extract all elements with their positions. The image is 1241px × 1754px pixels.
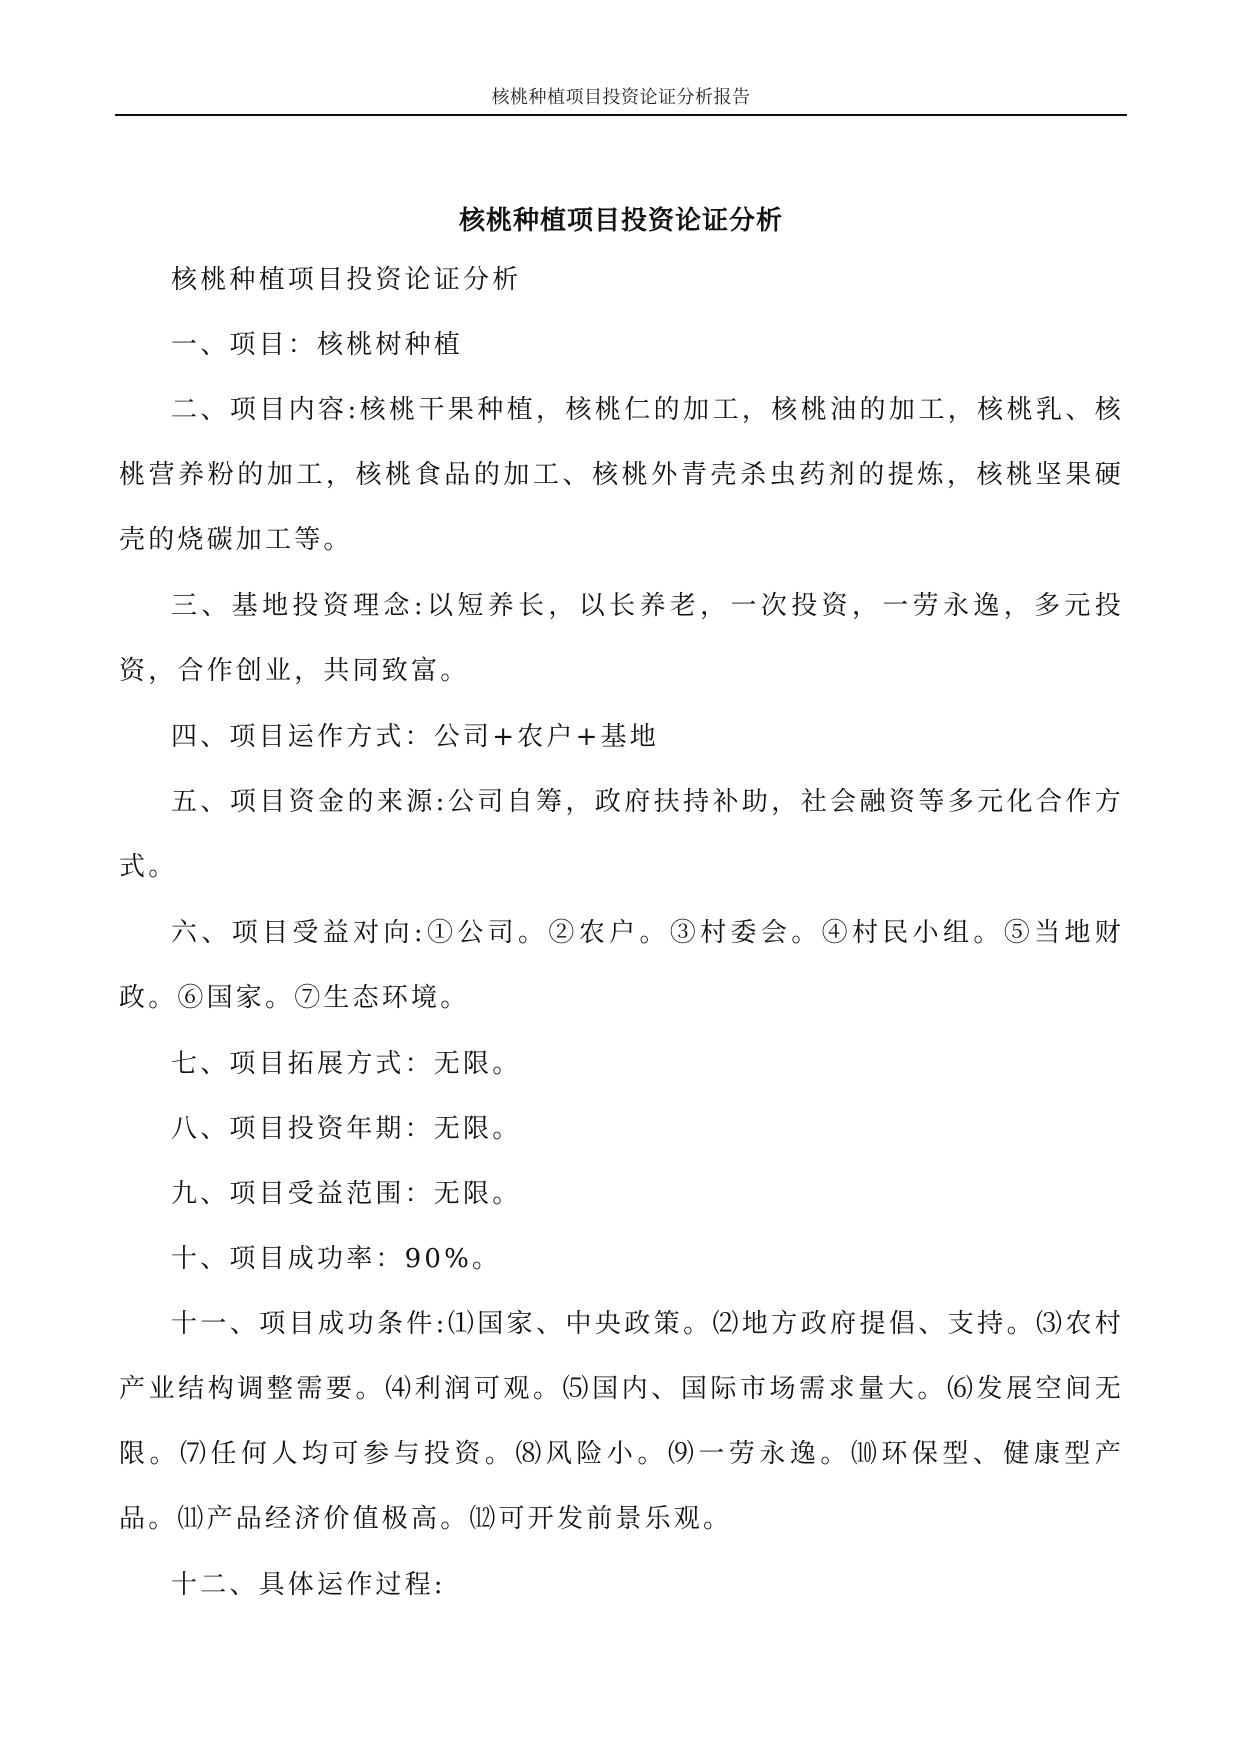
paragraph-success-rate: 十、项目成功率：90%。 [171,1244,502,1274]
paragraph-content: 二、项目内容:核桃干果种植，核桃仁的加工，核桃油的加工，核桃乳、核桃营养粉的加工，核桃食品的加工、核桃外青壳杀虫药剂的提炼，核桃坚果硬壳的烧碳加工等。 [119,395,1124,555]
paragraph-project: 一、项目：核桃树种植 [171,330,464,360]
paragraph-subtitle: 核桃种植项目投资论证分析 [171,265,522,295]
paragraph-process-heading: 十二、具体运作过程: [171,1570,446,1600]
document-body [119,258,1124,1628]
paragraph-investment-term: 八、项目投资年期：无限。 [171,1114,522,1144]
paragraph-funding-source: 五、项目资金的来源:公司自筹，政府扶持补助，社会融资等多元化合作方式。 [119,787,1124,882]
paragraph-success-conditions: 十一、项目成功条件:⑴国家、中央政策。⑵地方政府提倡、支持。⑶农村产业结构调整需要。⑷利润可观。⑸国内、国际市场需求量大。⑹发展空间无限。⑺任何人均可参与投资。⑻风险小。⑼一劳永逸。⑽环保型、健康型产品。⑾产品经济价值极高。⑿可开发前景乐观。 [119,1309,1124,1534]
header-rule [115,114,1127,116]
paragraph-benefit-scope: 九、项目受益范围：无限。 [171,1179,522,1209]
running-header: 核桃种植项目投资论证分析报告 [491,87,751,108]
paragraph-operation-mode: 四、项目运作方式：公司+农户+基地 [171,722,659,752]
paragraph-philosophy: 三、基地投资理念:以短养长，以长养老，一次投资，一劳永逸，多元投资，合作创业，共同致富。 [119,591,1124,686]
paragraph-beneficiaries: 六、项目受益对向:①公司。②农户。③村委会。④村民小组。⑤当地财政。⑥国家。⑦生态环境。 [119,918,1124,1013]
document-title: 核桃种植项目投资论证分析 [458,206,783,236]
paragraph-expansion: 七、项目拓展方式：无限。 [171,1049,522,1079]
